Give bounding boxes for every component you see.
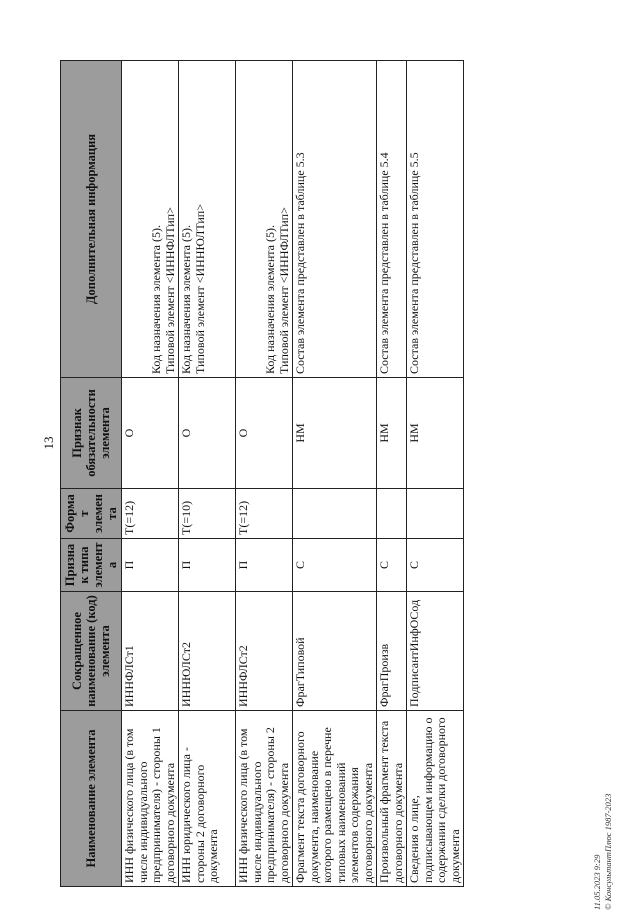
header-type: Признак типа элемента: [61, 539, 122, 592]
header-info: Дополнительная информация: [61, 61, 122, 378]
cell-name: ИНН юридического лица - стороны 2 договорного документа: [179, 711, 236, 887]
info-line: Типовой элемент <ИННЮЛТип>: [192, 204, 207, 374]
cell-name: ИНН физического лица (в том числе индивидуального предпринимателя) - стороны 1 договорного документа: [122, 711, 179, 887]
header-required: Признак обязательности элемента: [61, 378, 122, 489]
cell-info: Состав элемента представлен в таблице 5.3: [293, 61, 377, 378]
cell-format: [293, 489, 377, 539]
header-code: Сокращенное наименование (код) элемента: [61, 592, 122, 711]
table-row: [407, 61, 464, 887]
header-format: Формат элемента: [61, 489, 122, 539]
cell-name: Сведения о лице, подписывающем информацию о содержании сделки договорного документа: [407, 711, 464, 887]
table-row: [293, 61, 377, 887]
table-row: [179, 61, 236, 887]
cell-info: Состав элемента представлен в таблице 5.5: [407, 61, 464, 378]
rotated-table-area: [60, 61, 467, 887]
cell-type: С: [293, 539, 377, 592]
cell-type: С: [377, 539, 407, 592]
stamp-source: © КонсультантПлюс 1987-2023: [603, 793, 613, 910]
table-row: [377, 61, 407, 887]
cell-name: Фрагмент текста договорного документа, наименование которого размещено в перечне типовых наименований элементов содержания договорного документа: [293, 711, 377, 887]
cell-name: Произвольный фрагмент текста договорного документа: [377, 711, 407, 887]
cell-code: ПодписантИнфОСод: [407, 592, 464, 711]
cell-required: О: [122, 378, 179, 489]
print-stamp: [592, 700, 624, 910]
page-number: 13: [41, 436, 56, 450]
table-row: [236, 61, 293, 887]
cell-format: [407, 489, 464, 539]
cell-type: С: [407, 539, 464, 592]
cell-info: [236, 61, 293, 378]
cell-info: [122, 61, 179, 378]
info-line: Код назначения элемента (5).: [179, 225, 193, 374]
cell-type: П: [236, 539, 293, 592]
cell-required: О: [236, 378, 293, 489]
elements-table: [60, 60, 464, 887]
cell-code: ФрагТиповой: [293, 592, 377, 711]
info-line: Код назначения элемента (5).: [149, 225, 163, 374]
info-line: Код назначения элемента (5).: [263, 225, 277, 374]
info-line: Типовой элемент <ИННФЛТип>: [162, 207, 177, 374]
cell-required: НМ: [377, 378, 407, 489]
cell-name: ИНН физического лица (в том числе индивидуального предпринимателя) - стороны 2 договорного документа: [236, 711, 293, 887]
cell-code: ИННЮЛСт2: [179, 592, 236, 711]
info-line: Типовой элемент <ИННФЛТип>: [276, 207, 291, 374]
cell-info: Состав элемента представлен в таблице 5.4: [377, 61, 407, 378]
table-row: [122, 61, 179, 887]
header-name: Наименование элемента: [61, 711, 122, 887]
stamp-date: 11.05.2023 9:29: [592, 854, 602, 910]
table-header-row: [61, 61, 122, 887]
cell-code: ИННФЛСт2: [236, 592, 293, 711]
cell-code: ИННФЛСт1: [122, 592, 179, 711]
cell-format: [377, 489, 407, 539]
cell-info: [179, 61, 236, 378]
cell-required: НМ: [293, 378, 377, 489]
cell-format: T(=12): [236, 489, 293, 539]
cell-required: НМ: [407, 378, 464, 489]
cell-required: О: [179, 378, 236, 489]
cell-type: П: [122, 539, 179, 592]
cell-type: П: [179, 539, 236, 592]
cell-code: ФрагПроизв: [377, 592, 407, 711]
cell-format: T(=12): [122, 489, 179, 539]
cell-format: T(=10): [179, 489, 236, 539]
